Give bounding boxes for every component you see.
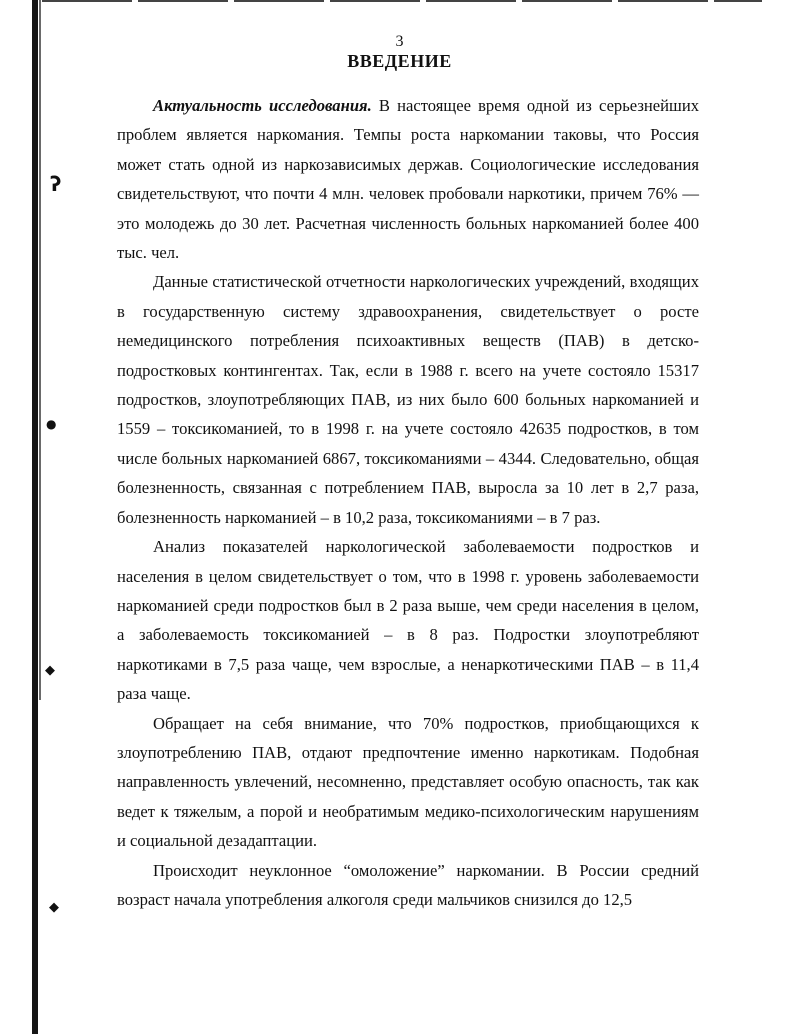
- paragraph-preference: Обращает на себя внимание, что 70% подростков, приобщающихся к злоупотреблению ПАВ, отдают предпочтение именно наркотикам. Подобная направленность увлечений, несомненно, представляет особую опасность, так как ведет к тяжелым, а порой и необратимым медико-психологическим нарушениям и социальной дезадаптации.: [117, 713, 699, 851]
- margin-hole-mark: ●: [46, 417, 57, 431]
- scan-binding-shadow: [39, 0, 41, 700]
- document-body: [117, 91, 699, 914]
- page-number: 3: [395, 33, 404, 50]
- paragraph-text: В настоящее время одной из серьезнейших проблем является наркомания. Темпы роста наркомании таковы, что Россия может стать одной из наркозависимых держав. Социологические исследования свидетельствуют, что почти 4 млн. человек пробовали наркотики, причем 76% — это молодежь до 30 лет. Расчетная численность больных наркоманией более 400 тыс. чел.: [117, 96, 700, 263]
- margin-hole-mark: ʔ: [50, 172, 62, 196]
- paragraph-lead: Актуальность исследования.: [153, 96, 372, 115]
- paragraph-analysis: Анализ показателей наркологической заболеваемости подростков и населения в целом свидетельствует о том, что в 1998 г. уровень заболеваемости наркоманией среди подростков был в 2 раза выше, чем среди населения в целом, а заболеваемость токсикоманией – в 8 раз. Подростки злоупотребляют наркотиками в 7,5 раза чаще, чем взрослые, а ненаркотическими ПАВ – в 11,4 раза чаще.: [117, 537, 699, 704]
- paragraph-statistics: Данные статистической отчетности наркологических учреждений, входящих в государственную систему здравоохранения, свидетельствует о росте немедицинского потребления психоактивных веществ (ПАВ) в детско-подростковых контингентах. Так, если в 1988 г. всего на учете состояло 15317 подростков, злоупотребляющих ПАВ, из них было 600 больных наркоманией и 1559 – токсикоманией, то в 1998 г. на учете состояло 42635 подростков, в том числе больных наркоманией 6867, токсикоманиями – 4344. Следовательно, общая болезненность, связанная с потреблением ПАВ, выросла за 10 лет в 2,7 раза, болезненность наркоманией – в 10,2 раза, токсикоманиями – в 7 раз.: [117, 272, 699, 527]
- page-heading: ВВЕДЕНИЕ: [347, 51, 452, 71]
- scan-top-rule: [42, 0, 762, 2]
- paragraph-relevance: [117, 91, 699, 267]
- margin-hole-mark: ◆: [45, 663, 55, 678]
- scan-binding-edge: [32, 0, 38, 1034]
- margin-hole-mark: ◆: [49, 900, 59, 915]
- paragraph-age: Происходит неуклонное “омоложение” наркомании. В России средний возраст начала употребления алкоголя среди мальчиков снизился до 12,5: [117, 860, 699, 909]
